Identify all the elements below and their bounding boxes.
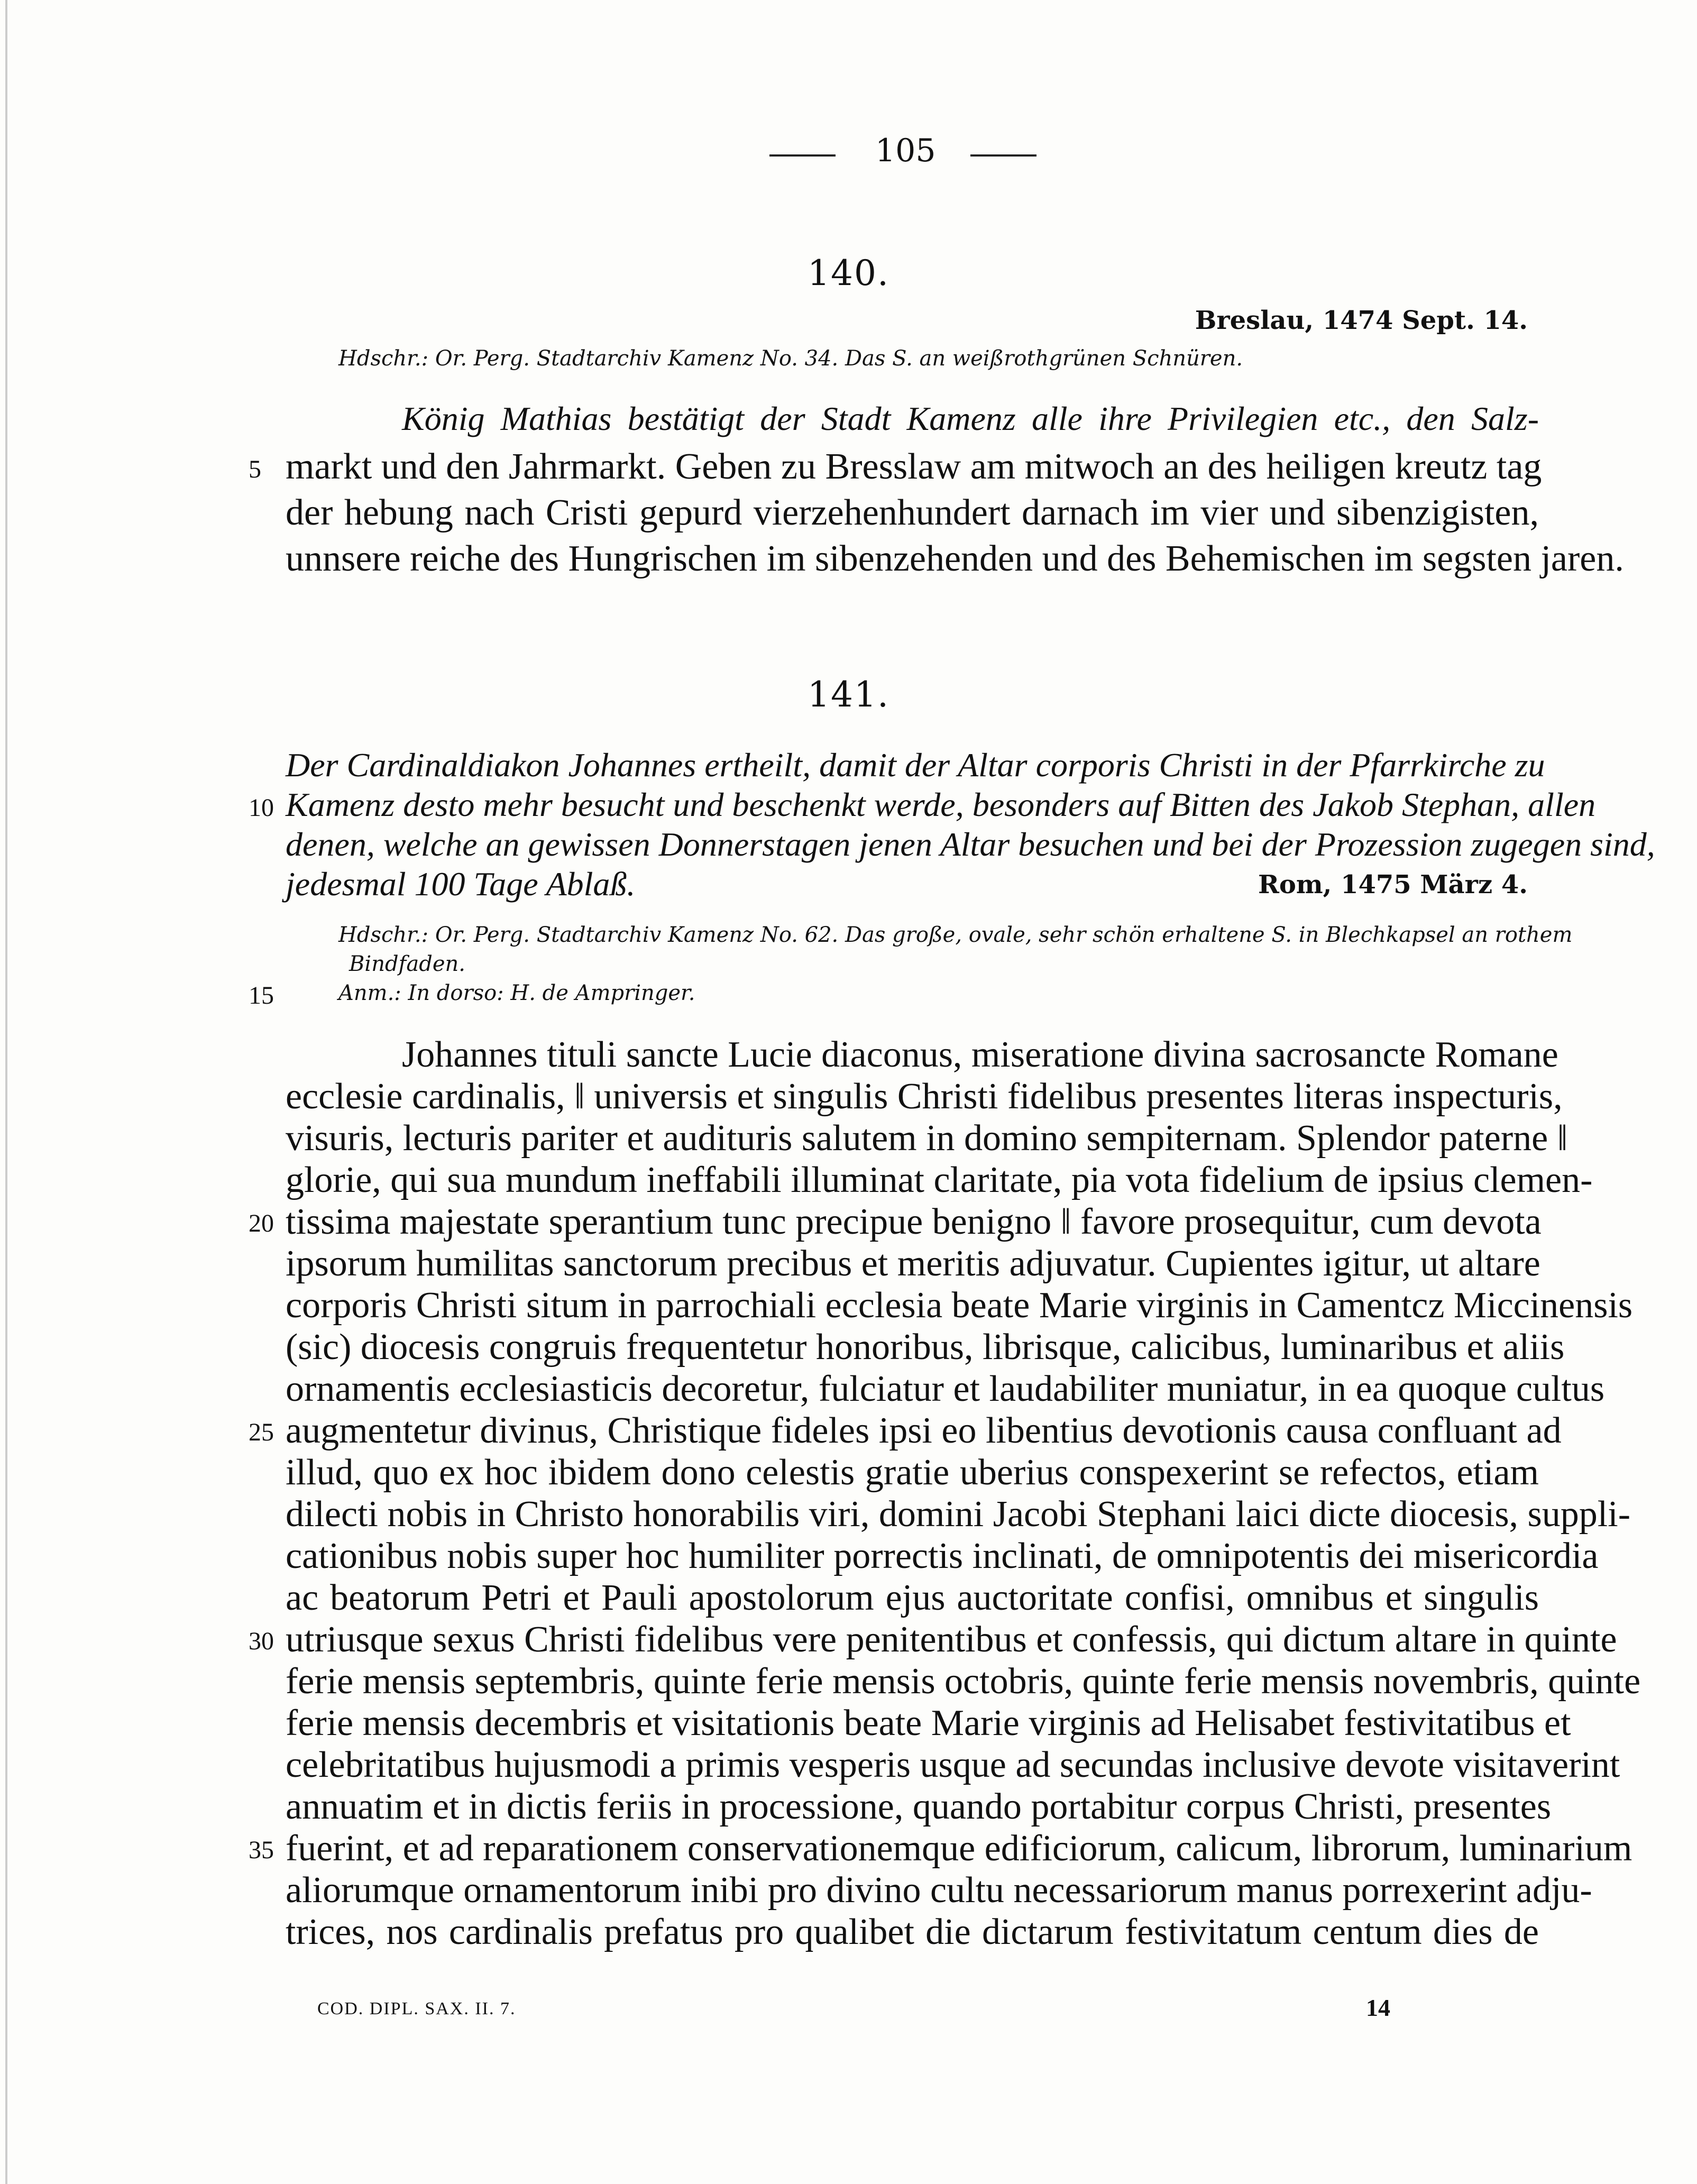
doc-140-source: Hdschr.: Or. Perg. Stadtarchiv Kamenz No. 34. Das S. an weißrothgrünen Schnüren. xyxy=(338,346,1243,371)
doc-141-regest-line: jedesmal 100 Tage Ablaß. xyxy=(286,865,636,903)
doc-140-line: unnsere reiche des Hungrischen im sibenzehenden und des Behemischen im segsten jaren. xyxy=(286,538,1624,579)
doc-140-line: markt und den Jahrmarkt. Geben zu Bresslaw am mitwoch an des heiligen kreutz tag xyxy=(286,446,1542,487)
doc-141-text-line: ac beatorum Petri et Pauli apostolorum ejus auctoritate confisi, omnibus et singulis xyxy=(286,1577,1539,1618)
doc-141-text-line: trices, nos cardinalis prefatus pro qualibet die dictarum festivitatum centum dies de xyxy=(286,1912,1539,1952)
doc-141-regest-line: Kamenz desto mehr besucht und beschenkt werde, besonders auf Bitten des Jakob Stephan, allen xyxy=(286,786,1596,823)
doc-141-text-line: illud, quo ex hoc ibidem dono celestis gratie uberius conspexerint se refectos, etiam xyxy=(286,1452,1539,1493)
doc-140-line: König Mathias bestätigt der Stadt Kamenz alle ihre Privilegien etc., den Salz- xyxy=(402,400,1539,437)
line-number: 5 xyxy=(249,455,261,483)
line-number: 20 xyxy=(249,1209,274,1237)
doc-141-text-line: celebritatibus hujusmodi a primis vesperis usque ad secundas inclusive devote visitaverint xyxy=(286,1745,1620,1785)
doc-141-number: 141. xyxy=(808,674,889,715)
doc-141-text-line: aliorumque ornamentorum inibi pro divino cultu necessariorum manus porrexerint adju- xyxy=(286,1870,1592,1911)
line-number: 10 xyxy=(249,794,274,822)
doc-141-text-line: ecclesie cardinalis, ‖ universis et singulis Christi fidelibus presentes literas inspecturis, xyxy=(286,1076,1563,1117)
doc-141-text-line: visuris, lecturis pariter et audituris salutem in domino sempiternam. Splendor paterne ‖ xyxy=(286,1118,1568,1159)
doc-141-text-line: fuerint, et ad reparationem conservationemque edificiorum, calicum, librorum, luminarium xyxy=(286,1828,1632,1869)
doc-141-text-line: (sic) diocesis congruis frequentetur honoribus, librisque, calicibus, luminaribus et aliis xyxy=(286,1327,1565,1368)
doc-141-text-line: glorie, qui sua mundum ineffabili illuminat claritate, pia vota fidelium de ipsius clemen- xyxy=(286,1160,1593,1200)
doc-141-place-date: Rom, 1475 März 4. xyxy=(1258,870,1528,900)
doc-141-text-line: cationibus nobis super hoc humiliter porrectis inclinati, de omnipotentis dei misericordia xyxy=(286,1536,1599,1576)
header-rule-right xyxy=(970,154,1036,157)
doc-141-text-line: annuatim et in dictis feriis in processione, quando portabitur corpus Christi, presentes xyxy=(286,1786,1552,1827)
doc-141-text-line: ornamentis ecclesiasticis decoretur, fulciatur et laudabiliter muniatur, in ea quoque cultus xyxy=(286,1369,1605,1409)
doc-141-text-line: ipsorum humilitas sanctorum precibus et meritis adjuvatur. Cupientes igitur, ut altare xyxy=(286,1243,1540,1284)
doc-141-regest-line: Der Cardinaldiakon Johannes ertheilt, damit der Altar corporis Christi in der Pfarrkirche zu xyxy=(286,746,1545,784)
line-number: 25 xyxy=(249,1418,274,1446)
doc-141-text-line: dilecti nobis in Christo honorabilis viri, domini Jacobi Stephani laici dicte diocesis, suppli- xyxy=(286,1494,1631,1535)
doc-140-place-date: Breslau, 1474 Sept. 14. xyxy=(1195,306,1528,335)
line-number: 35 xyxy=(249,1836,274,1864)
page-number: 105 xyxy=(875,132,936,169)
doc-140-number: 140. xyxy=(808,253,889,293)
doc-141-source-cont: Bindfaden. xyxy=(349,952,465,976)
doc-141-annotation: Anm.: In dorso: H. de Ampringer. xyxy=(338,981,695,1005)
line-number: 30 xyxy=(249,1627,274,1655)
signature-mark: 14 xyxy=(1366,1994,1390,2021)
header-rule-left xyxy=(769,154,836,157)
doc-141-text-line: tissima majestate sperantium tunc precipue benigno ‖ favore prosequitur, cum devota xyxy=(286,1201,1542,1242)
doc-141-source: Hdschr.: Or. Perg. Stadtarchiv Kamenz No. 62. Das große, ovale, sehr schön erhaltene S. in Blechkapsel an rothem xyxy=(338,923,1573,947)
doc-141-text-line: ferie mensis decembris et visitationis beate Marie virginis ad Helisabet festivitatibus et xyxy=(286,1703,1571,1743)
doc-140-line: der hebung nach Cristi gepurd vierzehenhundert darnach im vier und sibenzigisten, xyxy=(286,492,1539,533)
doc-141-text-line: ferie mensis septembris, quinte ferie mensis octobris, quinte ferie mensis novembris, quinte xyxy=(286,1661,1641,1702)
line-number: 15 xyxy=(249,981,274,1010)
doc-141-text-line: corporis Christi situm in parrochiali ecclesia beate Marie virginis in Camentcz Miccinensis xyxy=(286,1285,1633,1326)
doc-141-regest-line: denen, welche an gewissen Donnerstagen jenen Altar besuchen und bei der Prozession zugegen sind, xyxy=(286,825,1655,863)
doc-141-text-line: Johannes tituli sancte Lucie diaconus, miseratione divina sacrosancte Romane xyxy=(402,1034,1558,1075)
doc-141-text-line: utriusque sexus Christi fidelibus vere penitentibus et confessis, qui dictum altare in quinte xyxy=(286,1619,1617,1660)
footer-citation: COD. DIPL. SAX. II. 7. xyxy=(317,1999,516,2018)
doc-141-text-line: augmentetur divinus, Christique fideles ipsi eo libentius devotionis causa confluant ad xyxy=(286,1410,1562,1451)
page-edge xyxy=(5,0,7,2184)
